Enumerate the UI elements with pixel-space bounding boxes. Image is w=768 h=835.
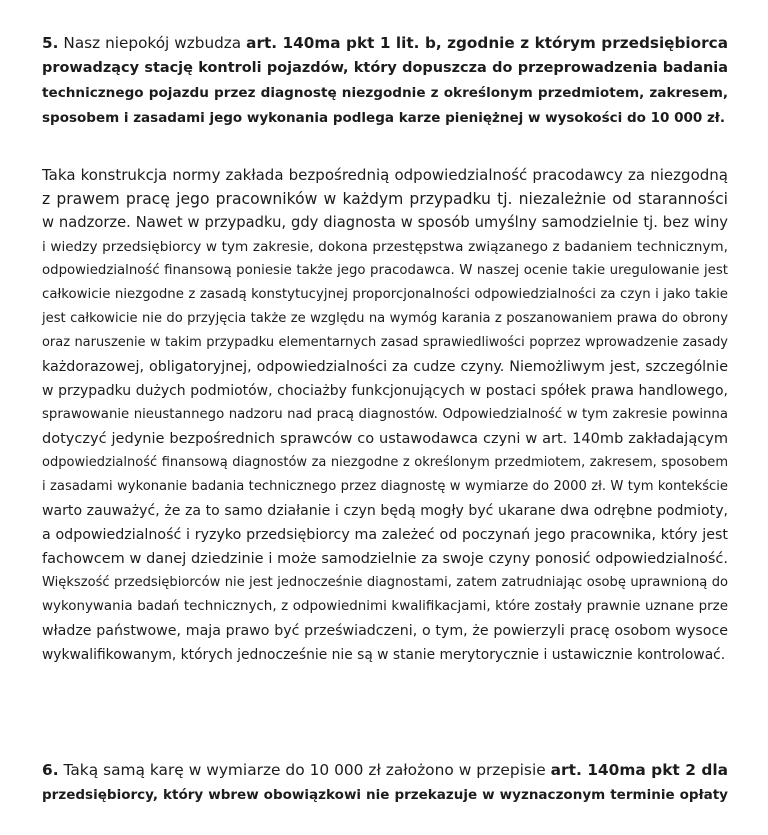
text-line — [42, 451, 728, 475]
text-run: z prawem pracę jego pracowników w każdym przypadku tj. niezależnie od staranności — [42, 190, 728, 208]
text-run: Nasz niepokój wzbudza — [58, 34, 247, 52]
text-run: fachowcem w danej dziedzinie i może samodzielnie za swoje czyny ponosić odpowiedzialność. — [42, 551, 728, 567]
text-line — [42, 235, 728, 259]
text-run: Taka konstrukcja normy zakłada bezpośrednią odpowiedzialność pracodawcy za niezgodną — [42, 166, 728, 184]
text-line — [42, 403, 728, 427]
text-run: oraz naruszenie w takim przypadku elementarnych zasad sprawiedliwości poprzez wprowadzenie zasady — [42, 335, 728, 350]
text-run: każdorazowej, obligatoryjnej, odpowiedzialności za cudze czyny. Niemożliwym jest, szczególnie — [42, 359, 728, 375]
text-run: sprawowanie nieustannego nadzoru nad pracą diagnostów. Odpowiedzialność w tym zakresie powinna — [42, 407, 728, 422]
text-line — [42, 571, 728, 595]
bold-text-run: 6. — [42, 761, 59, 779]
text-line — [42, 355, 728, 379]
text-run: odpowiedzialność finansową poniesie także jego pracodawca. W naszej ocenie takie uregulowanie jest — [42, 263, 728, 278]
text-line — [42, 783, 728, 808]
text-run: jest całkowicie nie do przyjęcia także ze względu na wymóg karania z poszanowaniem prawa do obrony — [42, 311, 728, 326]
text-line — [42, 595, 728, 619]
text-run: i zasadami wykonanie badania technicznego przez diagnostę w wymiarze do 2000 zł. W tym kontekście — [42, 479, 728, 494]
text-run: Większość przedsiębiorców nie jest jednocześnie diagnostami, zatem zatrudniając osobę uprawnioną do — [42, 575, 728, 590]
paragraph-5 — [42, 31, 728, 131]
body-paragraph — [42, 163, 728, 667]
text-line — [42, 163, 728, 187]
text-run: Taką samą karę w wymiarze do 10 000 zł założono w przepisie — [58, 761, 551, 779]
text-line — [42, 643, 728, 667]
text-run: całkowicie niezgodne z zasadą konstytucyjnej proporcjonalności odpowiedzialności za czyn i jako takie — [42, 287, 728, 302]
text-line — [42, 547, 728, 571]
text-run: w przypadku dużych podmiotów, chociażby funkcjonujących w postaci spółek prawa handlowego, — [42, 383, 728, 399]
bold-text-run: art. 140ma pkt 1 lit. b, zgodnie z którym przedsiębiorca — [246, 34, 728, 52]
text-line — [42, 81, 728, 106]
text-line — [42, 211, 728, 235]
text-line — [42, 307, 728, 331]
text-line — [42, 523, 728, 547]
text-line — [42, 56, 728, 81]
bold-text-run: technicznego pojazdu przez diagnostę niezgodnie z określonym przedmiotem, zakresem, — [42, 85, 728, 101]
text-line — [42, 331, 728, 355]
bold-text-run: art. 140ma pkt 2 dla — [550, 761, 728, 779]
text-line — [42, 106, 728, 131]
bold-text-run: 5. — [42, 34, 59, 52]
text-run: w nadzorze. Nawet w przypadku, gdy diagnosta w sposób umyślny samodzielnie tj. bez winy — [42, 214, 728, 231]
text-run: wykonywania badań technicznych, z odpowiednimi kwalifikacjami, które zostały prawnie uznane prze — [42, 599, 728, 614]
text-run: władze państwowe, maja prawo być przeświadczeni, o tym, że powierzyli pracę osobom wysoce — [42, 623, 728, 639]
text-line — [42, 427, 728, 451]
text-run: dotyczyć jedynie bezpośrednich sprawców co ustawodawca czyni w art. 140mb zakładającym — [42, 431, 728, 447]
text-line — [42, 379, 728, 403]
text-run: wykwalifikowanym, których jednocześnie nie są w stanie merytorycznie i ustawicznie kontrolować. — [42, 647, 726, 663]
bold-text-run: sposobem i zasadami jego wykonania podlega karze pieniężnej w wysokości do 10 000 zł. — [42, 110, 725, 126]
bold-text-run: przedsiębiorcy, który wbrew obowiązkowi nie przekazuje w wyznaczonym terminie opłaty — [42, 787, 728, 803]
text-run: i wiedzy przedsiębiorcy w tym zakresie, dokona przestępstwa związanego z badaniem technicznym, — [42, 239, 728, 255]
text-line — [42, 283, 728, 307]
text-line — [42, 619, 728, 643]
paragraph-6 — [42, 758, 728, 808]
text-line — [42, 187, 728, 211]
text-line — [42, 758, 728, 783]
text-run: warto zauważyć, że za to samo działanie i czyn będą mogły być ukarane dwa odrębne podmioty, — [42, 503, 728, 519]
text-line — [42, 475, 728, 499]
text-line — [42, 259, 728, 283]
text-run: odpowiedzialność finansową diagnostów za niezgodne z określonym przedmiotem, zakresem, sposobem — [42, 455, 728, 470]
text-line — [42, 31, 728, 56]
bold-text-run: prowadzący stację kontroli pojazdów, który dopuszcza do przeprowadzenia badania — [42, 60, 728, 76]
text-line — [42, 499, 728, 523]
text-run: a odpowiedzialność i ryzyko przedsiębiorcy ma zależeć od poczynań jego pracownika, który jest — [42, 527, 728, 543]
